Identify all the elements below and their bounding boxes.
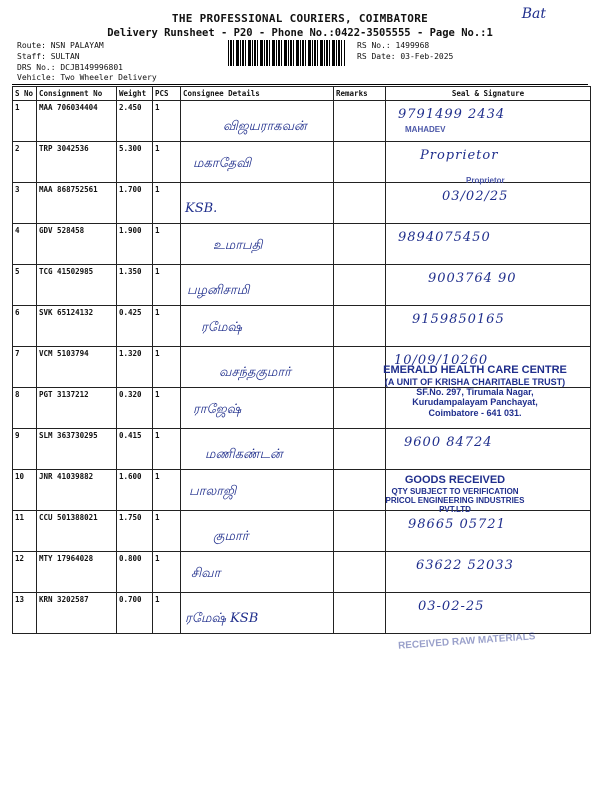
cell-weight: 0.320	[117, 388, 153, 429]
cell-consignment: VCM 5103794	[37, 347, 117, 388]
cell-pcs: 1	[153, 142, 181, 183]
cell-consignee	[181, 224, 334, 265]
cell-sno: 12	[13, 552, 37, 593]
cell-weight: 0.415	[117, 429, 153, 470]
cell-consignment: GDV 528458	[37, 224, 117, 265]
cell-consignee	[181, 142, 334, 183]
cell-weight: 5.300	[117, 142, 153, 183]
cell-consignment: MTY 17964028	[37, 552, 117, 593]
runsheet-subtitle: Delivery Runsheet - P20 - Phone No.:0422-3505555 - Page No.:1	[107, 27, 493, 39]
cell-weight: 1.320	[117, 347, 153, 388]
cell-seal-signature	[386, 183, 591, 224]
consignee-handwriting: மணிகண்டன்	[205, 447, 283, 462]
goods-received-stamp	[370, 474, 540, 514]
col-sno: S No	[13, 87, 37, 101]
cell-sno: 8	[13, 388, 37, 429]
table-header	[13, 87, 591, 101]
table-row	[13, 306, 591, 347]
consignee-handwriting: வசந்தகுமார்	[219, 365, 291, 380]
signature-handwriting: 9894075450	[398, 230, 491, 245]
cell-consignee	[181, 552, 334, 593]
cell-sno: 1	[13, 101, 37, 142]
route: Route: NSN PALAYAM	[17, 41, 104, 50]
cell-sno: 6	[13, 306, 37, 347]
table-row	[13, 224, 591, 265]
cell-sno: 10	[13, 470, 37, 511]
consignee-handwriting: விஜயராகவன்	[223, 119, 307, 134]
handwritten-corner-note: Bat	[521, 6, 546, 22]
cell-seal-signature	[386, 224, 591, 265]
consignee-handwriting: KSB.	[185, 201, 218, 216]
cell-remarks	[334, 552, 386, 593]
signature-handwriting: 9791499 2434	[398, 107, 506, 122]
signature-handwriting: Proprietor	[420, 148, 499, 163]
table-row	[13, 265, 591, 306]
cell-remarks	[334, 265, 386, 306]
barcode	[228, 40, 345, 66]
rs-date: RS Date: 03-Feb-2025	[357, 52, 454, 61]
cell-consignment: JNR 41039882	[37, 470, 117, 511]
signature-handwriting: 63622 52033	[416, 558, 514, 573]
cell-sno: 7	[13, 347, 37, 388]
runsheet-meta-right	[357, 40, 453, 62]
table-row	[13, 183, 591, 224]
signature-handwriting: 03-02-25	[418, 599, 485, 614]
cell-pcs: 1	[153, 183, 181, 224]
cell-consignee	[181, 511, 334, 552]
signature-handwriting: 9003764 90	[428, 271, 517, 286]
goods-sub: QTY SUBJECT TO VERIFICATION	[391, 486, 519, 496]
proprietor-stamp: Proprietor	[466, 176, 505, 185]
col-consignment: Consignment No	[37, 87, 117, 101]
cell-consignee	[181, 306, 334, 347]
cell-seal-signature	[386, 429, 591, 470]
col-seal-signature: Seal & Signature	[386, 87, 591, 101]
cell-weight: 2.450	[117, 101, 153, 142]
consignee-handwriting: சிவா	[191, 566, 221, 581]
cell-sno: 4	[13, 224, 37, 265]
goods-title: GOODS RECEIVED	[404, 474, 506, 486]
cell-pcs: 1	[153, 224, 181, 265]
signature-handwriting: 03/02/25	[442, 189, 509, 204]
cell-pcs: 1	[153, 347, 181, 388]
consignee-handwriting: குமார்	[213, 529, 249, 544]
col-remarks: Remarks	[334, 87, 386, 101]
cell-seal-signature	[386, 552, 591, 593]
cell-weight: 1.700	[117, 183, 153, 224]
cell-pcs: 1	[153, 593, 181, 634]
consignee-handwriting: ரமேஷ் KSB	[185, 611, 259, 626]
cell-pcs: 1	[153, 388, 181, 429]
emerald-title: EMERALD HEALTH CARE CENTRE	[383, 364, 567, 376]
cell-sno: 2	[13, 142, 37, 183]
cell-consignment: MAA 868752561	[37, 183, 117, 224]
cell-weight: 0.700	[117, 593, 153, 634]
cell-sno: 11	[13, 511, 37, 552]
cell-seal-signature	[386, 306, 591, 347]
consignee-handwriting: பாலாஜி	[189, 484, 237, 499]
cell-sno: 5	[13, 265, 37, 306]
table-row	[13, 511, 591, 552]
rs-number: RS No.: 1499968	[357, 41, 430, 50]
received-raw-materials-stamp: RECEIVED RAW MATERIALS	[397, 631, 536, 652]
cell-consignment: PGT 3137212	[37, 388, 117, 429]
emerald-addr3: Coimbatore - 641 031.	[428, 407, 522, 418]
table-row	[13, 429, 591, 470]
cell-weight: 1.600	[117, 470, 153, 511]
emerald-addr2: Kurudampalayam Panchayat,	[412, 397, 538, 408]
cell-remarks	[334, 511, 386, 552]
cell-weight: 0.800	[117, 552, 153, 593]
cell-seal-signature	[386, 593, 591, 634]
cell-remarks	[334, 101, 386, 142]
signature-handwriting: 98665 05721	[408, 517, 506, 532]
cell-remarks	[334, 183, 386, 224]
consignee-handwriting: மகாதேவி	[193, 156, 252, 171]
table-row	[13, 593, 591, 634]
cell-pcs: 1	[153, 429, 181, 470]
cell-consignee	[181, 347, 334, 388]
cell-consignee	[181, 388, 334, 429]
cell-consignee	[181, 101, 334, 142]
divider	[12, 84, 588, 85]
cell-sno: 9	[13, 429, 37, 470]
staff: Staff: SULTAN	[17, 52, 80, 61]
cell-pcs: 1	[153, 470, 181, 511]
cell-seal-signature	[386, 511, 591, 552]
signature-handwriting: 9159850165	[412, 312, 505, 327]
cell-consignment: SVK 65124132	[37, 306, 117, 347]
document-title: THE PROFESSIONAL COURIERS, COIMBATORE	[171, 12, 429, 25]
cell-consignment: KRN 3202587	[37, 593, 117, 634]
cell-remarks	[334, 224, 386, 265]
cell-sno: 3	[13, 183, 37, 224]
emerald-sub: (A UNIT OF KRISHA CHARITABLE TRUST)	[384, 376, 566, 387]
table-row	[13, 552, 591, 593]
runsheet-meta-left	[17, 40, 123, 73]
mahadev-stamp: MAHADEV	[405, 125, 446, 134]
cell-pcs: 1	[153, 552, 181, 593]
cell-consignee	[181, 183, 334, 224]
cell-weight: 1.350	[117, 265, 153, 306]
cell-remarks	[334, 306, 386, 347]
cell-consignee	[181, 429, 334, 470]
cell-consignee	[181, 265, 334, 306]
table-row	[13, 101, 591, 142]
cell-consignee	[181, 593, 334, 634]
cell-weight: 1.900	[117, 224, 153, 265]
emerald-addr1: SF.No. 297, Tirumala Nagar,	[416, 386, 534, 397]
col-weight: Weight	[117, 87, 153, 101]
cell-pcs: 1	[153, 306, 181, 347]
col-consignee: Consignee Details	[181, 87, 334, 101]
runsheet-table	[12, 86, 591, 634]
cell-weight: 1.750	[117, 511, 153, 552]
consignee-handwriting: ராஜேஷ்	[193, 402, 242, 417]
cell-consignment: CCU 501388021	[37, 511, 117, 552]
signature-handwriting: 9600 84724	[404, 435, 493, 450]
cell-remarks	[334, 429, 386, 470]
cell-consignment: SLM 363730295	[37, 429, 117, 470]
consignee-handwriting: பழனிசாமி	[187, 283, 250, 298]
cell-consignment: TRP 3042536	[37, 142, 117, 183]
goods-company: PRICOL ENGINEERING INDUSTRIES PVT.LTD	[385, 495, 525, 515]
cell-sno: 13	[13, 593, 37, 634]
col-pcs: PCS	[153, 87, 181, 101]
cell-pcs: 1	[153, 101, 181, 142]
consignee-handwriting: உமாபதி	[213, 238, 263, 253]
cell-consignment: TCG 41502985	[37, 265, 117, 306]
cell-remarks	[334, 593, 386, 634]
cell-remarks	[334, 142, 386, 183]
cell-consignment: MAA 706034404	[37, 101, 117, 142]
cell-pcs: 1	[153, 511, 181, 552]
cell-seal-signature	[386, 265, 591, 306]
vehicle: Vehicle: Two Wheeler Delivery	[17, 73, 157, 82]
cell-weight: 0.425	[117, 306, 153, 347]
drs-number: DRS No.: DCJB149996801	[17, 63, 123, 72]
signature-handwriting: 10/09/10260	[394, 353, 489, 368]
cell-seal-signature	[386, 101, 591, 142]
cell-consignee	[181, 470, 334, 511]
emerald-health-stamp	[365, 364, 585, 418]
consignee-handwriting: ரமேஷ்	[201, 320, 242, 335]
cell-pcs: 1	[153, 265, 181, 306]
